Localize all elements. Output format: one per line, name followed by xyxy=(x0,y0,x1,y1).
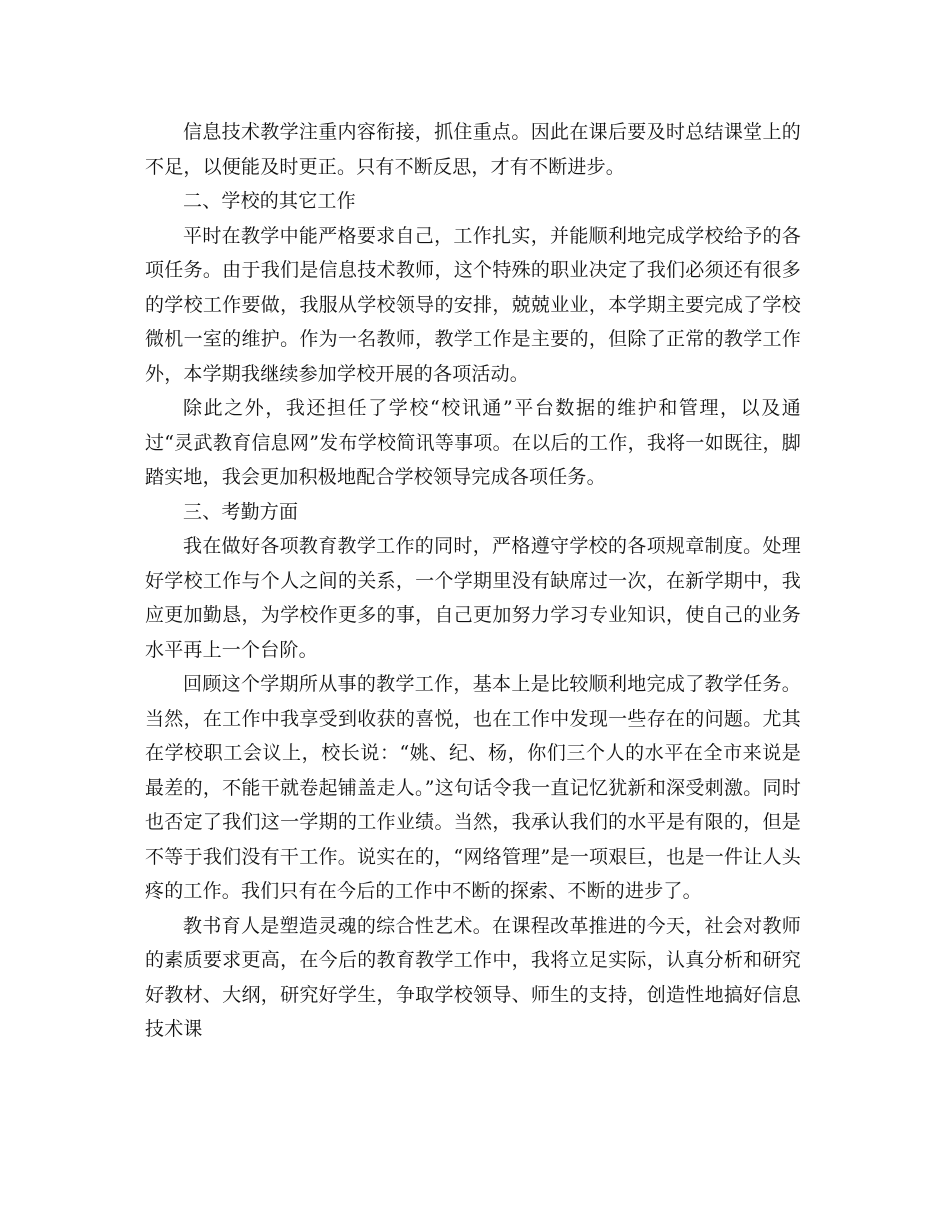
paragraph-review: 回顾这个学期所从事的教学工作，基本上是比较顺利地完成了教学任务。当然，在工作中我享受到收获的喜悦，也在工作中发现一些存在的问题。尤其在学校职工会议上，校长说：“姚、纪、杨，你们三个人的水平在全市来说是最差的，不能干就卷起铺盖走人。”这句话令我一直记忆犹新和深受刺激。同时也否定了我们这一学期的工作业绩。当然，我承认我们的水平是有限的，但是不等于我们没有干工作。说实在的，“网络管理”是一项艰巨，也是一件让人头疼的工作。我们只有在今后的工作中不断的探索、不断的进步了。 xyxy=(145,673,801,902)
paragraph-future-plan: 教书育人是塑造灵魂的综合性艺术。在课程改革推进的今天，社会对教师的素质要求更高，在今后的教育教学工作中，我将立足实际，认真分析和研究好教材、大纲，研究好学生，争取学校领导、师生的支持，创造性地搞好信息技术课 xyxy=(145,914,801,1040)
section-heading-other-work: 二、学校的其它工作 xyxy=(183,190,356,212)
paragraph-reflection: 信息技术教学注重内容衔接，抓住重点。因此在课后要及时总结课堂上的不足，以便能及时更正。只有不断反思，才有不断进步。 xyxy=(145,121,801,178)
paragraph-school-tasks: 平时在教学中能严格要求自己，工作扎实，并能顺利地完成学校给予的各项任务。由于我们是信息技术教师，这个特殊的职业决定了我们必须还有很多的学校工作要做，我服从学校领导的安排，兢兢业业，本学期主要完成了学校微机一室的维护。作为一名教师，教学工作是主要的，但除了正常的教学工作外，本学期我继续参加学校开展的各项活动。 xyxy=(145,224,801,385)
document-page xyxy=(145,115,801,1047)
section-heading-attendance: 三、考勤方面 xyxy=(183,500,299,523)
paragraph-platform-maintenance: 除此之外，我还担任了学校“校讯通”平台数据的维护和管理，以及通过“灵武教育信息网”发布学校简讯等事项。在以后的工作，我将一如既往，脚踏实地，我会更加积极地配合学校领导完成各项任务。 xyxy=(145,397,801,488)
paragraph-attendance: 我在做好各项教育教学工作的同时，严格遵守学校的各项规章制度。处理好学校工作与个人之间的关系，一个学期里没有缺席过一次，在新学期中，我应更加勤恳，为学校作更多的事，自己更加努力学习专业知识，使自己的业务水平再上一个台阶。 xyxy=(145,535,801,661)
